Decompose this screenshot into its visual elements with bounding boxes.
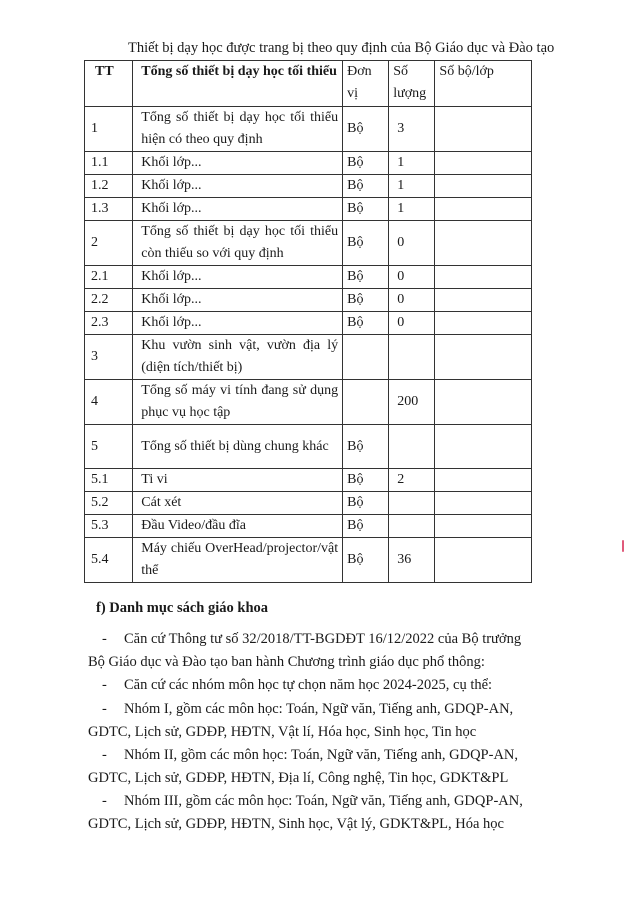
row-per-class xyxy=(435,335,532,380)
table-row xyxy=(85,221,532,266)
row-name: Khối lớp... xyxy=(133,266,343,289)
row-tt: 1 xyxy=(85,107,133,152)
paragraph-text: Căn cứ các nhóm môn học tự chọn năm học 2024-2025, cụ thể: xyxy=(124,677,493,693)
row-tt: 2.3 xyxy=(85,312,133,335)
table-row xyxy=(85,425,532,469)
table-row xyxy=(85,492,532,515)
row-name: Máy chiếu OverHead/projector/vật thể xyxy=(133,538,343,583)
row-unit: Bộ xyxy=(343,312,389,335)
row-qty xyxy=(389,335,435,380)
row-per-class xyxy=(435,221,532,266)
row-unit: Bộ xyxy=(343,152,389,175)
row-unit: Bộ xyxy=(343,266,389,289)
row-unit: Bộ xyxy=(343,515,389,538)
table-row xyxy=(85,515,532,538)
paragraph-text: Nhóm III, gồm các môn học: Toán, Ngữ văn, Tiếng anh, GDQP-AN, GDTC, Lịch sử, GDĐP, HĐTN, Sinh học, Vật lý, GDKT&PL, Hóa học xyxy=(88,793,523,832)
row-name: Tổng số thiết bị dùng chung khác xyxy=(133,425,343,469)
row-qty: 1 xyxy=(389,152,435,175)
row-name: Tổng số thiết bị dạy học tối thiểu hiện có theo quy định xyxy=(133,107,343,152)
table-row xyxy=(85,335,532,380)
row-per-class xyxy=(435,266,532,289)
row-tt: 5.2 xyxy=(85,492,133,515)
bullet-dash: - xyxy=(102,701,107,717)
bullet-dash: - xyxy=(102,793,107,809)
row-tt: 2.2 xyxy=(85,289,133,312)
row-per-class xyxy=(435,312,532,335)
row-unit: Bộ xyxy=(343,538,389,583)
section-f-title: f) Danh mục sách giáo khoa xyxy=(96,600,269,616)
row-name: Khối lớp... xyxy=(133,152,343,175)
row-per-class xyxy=(435,152,532,175)
row-per-class xyxy=(435,515,532,538)
row-name: Cát xét xyxy=(133,492,343,515)
row-tt: 5.1 xyxy=(85,469,133,492)
row-tt: 1.1 xyxy=(85,152,133,175)
header-tt: TT xyxy=(85,61,133,107)
row-unit: Bộ xyxy=(343,425,389,469)
paragraph-text: Nhóm I, gồm các môn học: Toán, Ngữ văn, Tiếng anh, GDQP-AN, GDTC, Lịch sử, GDĐP, HĐTN, Vật lí, Hóa học, Sinh học, Tin học xyxy=(88,701,514,740)
table-row xyxy=(85,266,532,289)
table-row xyxy=(85,469,532,492)
table-row xyxy=(85,289,532,312)
row-qty: 0 xyxy=(389,289,435,312)
row-per-class xyxy=(435,175,532,198)
table-caption: Thiết bị dạy học được trang bị theo quy định của Bộ Giáo dục và Đào tạo xyxy=(128,40,555,56)
row-qty: 36 xyxy=(389,538,435,583)
row-qty: 200 xyxy=(389,380,435,425)
row-tt: 5 xyxy=(85,425,133,469)
row-qty xyxy=(389,425,435,469)
row-per-class xyxy=(435,492,532,515)
paragraph-2 xyxy=(88,674,528,697)
table-row xyxy=(85,312,532,335)
row-qty: 2 xyxy=(389,469,435,492)
table-row xyxy=(85,198,532,221)
table-row xyxy=(85,380,532,425)
row-qty: 1 xyxy=(389,175,435,198)
row-name: Ti vi xyxy=(133,469,343,492)
bullet-dash: - xyxy=(102,631,107,647)
row-name: Khối lớp... xyxy=(133,175,343,198)
header-qty: Số lượng xyxy=(389,61,435,107)
bullet-dash: - xyxy=(102,747,107,763)
paragraph-3 xyxy=(88,698,528,744)
equipment-table xyxy=(84,60,532,583)
row-qty: 0 xyxy=(389,266,435,289)
row-unit: Bộ xyxy=(343,289,389,312)
row-per-class xyxy=(435,289,532,312)
row-name: Đầu Video/đầu đĩa xyxy=(133,515,343,538)
row-name: Khối lớp... xyxy=(133,289,343,312)
bullet-dash: - xyxy=(102,677,107,693)
row-tt: 1.2 xyxy=(85,175,133,198)
row-per-class xyxy=(435,538,532,583)
header-unit: Đơn vị xyxy=(343,61,389,107)
paragraph-text: Căn cứ Thông tư số 32/2018/TT-BGDĐT 16/12/2022 của Bộ trưởng Bộ Giáo dục và Đào tạo ban hành Chương trình giáo dục phổ thông: xyxy=(88,631,522,670)
row-tt: 4 xyxy=(85,380,133,425)
paragraph-4 xyxy=(88,744,528,790)
row-per-class xyxy=(435,425,532,469)
header-name: Tổng số thiết bị dạy học tối thiểu xyxy=(133,61,343,107)
table-row xyxy=(85,152,532,175)
row-unit xyxy=(343,335,389,380)
row-name: Tổng số máy vi tính đang sử dụng phục vụ học tập xyxy=(133,380,343,425)
row-unit: Bộ xyxy=(343,221,389,266)
row-per-class xyxy=(435,380,532,425)
row-name: Khu vườn sinh vật, vườn địa lý (diện tích/thiết bị) xyxy=(133,335,343,380)
row-qty: 1 xyxy=(389,198,435,221)
row-name: Khối lớp... xyxy=(133,312,343,335)
row-qty: 3 xyxy=(389,107,435,152)
row-qty xyxy=(389,515,435,538)
row-unit: Bộ xyxy=(343,198,389,221)
row-tt: 5.4 xyxy=(85,538,133,583)
row-per-class xyxy=(435,469,532,492)
row-unit xyxy=(343,380,389,425)
header-per-class: Số bộ/lớp xyxy=(435,61,532,107)
row-tt: 5.3 xyxy=(85,515,133,538)
row-qty: 0 xyxy=(389,312,435,335)
row-per-class xyxy=(435,107,532,152)
row-tt: 1.3 xyxy=(85,198,133,221)
paragraph-text: Nhóm II, gồm các môn học: Toán, Ngữ văn, Tiếng anh, GDQP-AN, GDTC, Lịch sử, GDĐP, HĐTN, Địa lí, Công nghệ, Tin học, GDKT&PL xyxy=(88,747,519,786)
row-unit: Bộ xyxy=(343,469,389,492)
row-qty xyxy=(389,492,435,515)
row-tt: 3 xyxy=(85,335,133,380)
paragraph-5 xyxy=(88,790,528,836)
row-unit: Bộ xyxy=(343,175,389,198)
table-row xyxy=(85,107,532,152)
table-row xyxy=(85,538,532,583)
row-tt: 2.1 xyxy=(85,266,133,289)
row-unit: Bộ xyxy=(343,492,389,515)
row-unit: Bộ xyxy=(343,107,389,152)
row-tt: 2 xyxy=(85,221,133,266)
row-qty: 0 xyxy=(389,221,435,266)
paragraph-1 xyxy=(88,628,528,674)
row-name: Tổng số thiết bị dạy học tối thiểu còn thiếu so với quy định xyxy=(133,221,343,266)
row-name: Khối lớp... xyxy=(133,198,343,221)
table-row xyxy=(85,175,532,198)
margin-pen-mark xyxy=(622,540,624,552)
row-per-class xyxy=(435,198,532,221)
